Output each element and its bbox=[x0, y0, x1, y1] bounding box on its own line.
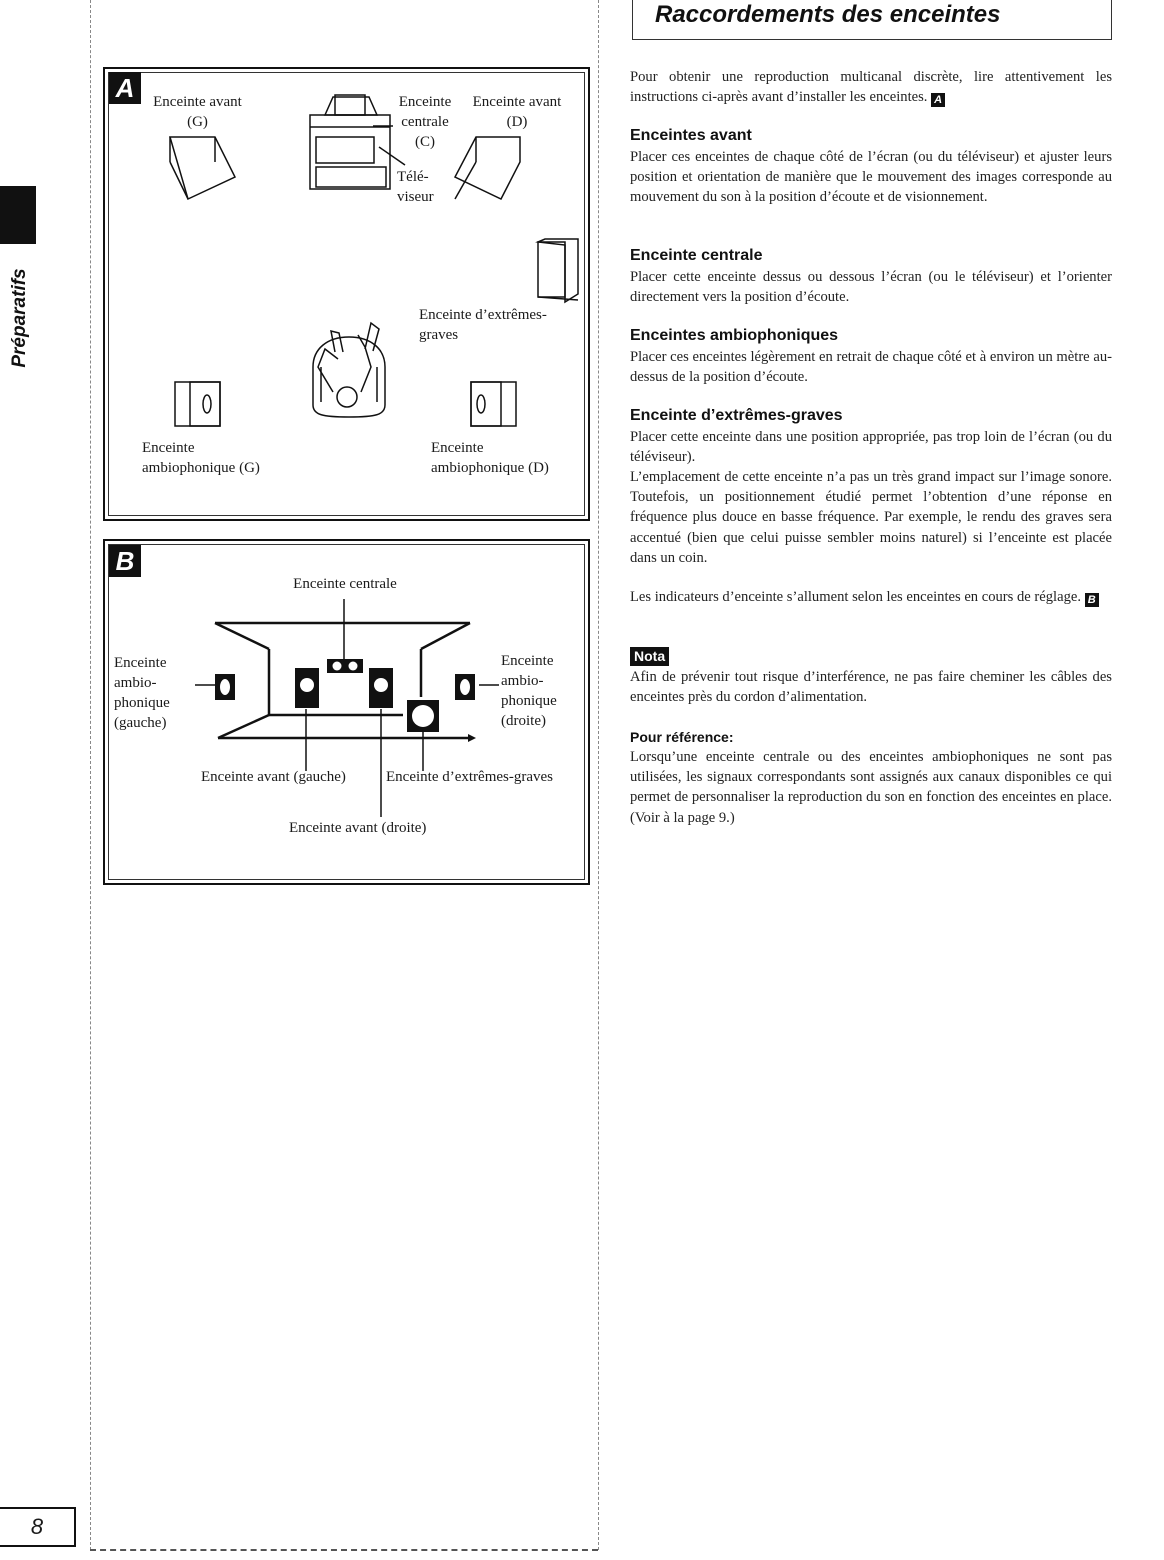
fig-a-front-right-line2: (D) bbox=[506, 114, 528, 130]
fig-b-front-right-label: Enceinte avant (droite) bbox=[289, 820, 427, 836]
left-column-rule bbox=[90, 0, 91, 1550]
fig-b-surround-left-line1: Enceinte bbox=[114, 655, 167, 671]
fig-a-tv-line2: viseur bbox=[397, 189, 434, 205]
nota-badge: Nota bbox=[630, 647, 669, 666]
subwoofer-text: Placer cette enceinte dans une position appropriée, pas trop loin de l’écran (ou du téléviseur). bbox=[630, 429, 1112, 466]
intro-paragraph bbox=[630, 67, 1112, 107]
reference-text: Lorsqu’une enceinte centrale ou des enceintes ambiophoniques ne sont pas utilisées, les signaux correspondants sont assignés aux canaux disponibles ce qui permet de personnaliser la reproduction du son en fonction des enceintes en place. (Voir à la page 9.) bbox=[630, 749, 1112, 826]
fig-b-surround-left-line2: ambio- bbox=[114, 675, 157, 691]
subwoofer-speaker-icon bbox=[407, 700, 439, 732]
surround-speakers-text: Placer ces enceintes légèrement en retrait de chaque côté et à environ un mètre au-dessus de la position d’écoute. bbox=[630, 349, 1112, 386]
intro-text: Pour obtenir une reproduction multicanal discrète, lire attentivement les instructions ci-après avant d’installer les enceintes. bbox=[630, 69, 1112, 106]
fig-a-tv-label bbox=[397, 167, 434, 207]
fig-a-center-line2: centrale bbox=[401, 114, 449, 130]
fig-a-front-right-line1: Enceinte avant bbox=[472, 94, 562, 110]
center-speaker-text: Placer cette enceinte dessus ou dessous l’écran (ou le téléviseur) et l’orienter directement vers la position d’écoute. bbox=[630, 269, 1112, 306]
fig-b-surround-left-label bbox=[114, 653, 170, 733]
front-left-speaker bbox=[170, 137, 235, 199]
fig-b-subwoofer-label: Enceinte d’extrêmes-graves bbox=[386, 769, 553, 785]
fig-a-surround-left-line2: ambiophonique (G) bbox=[142, 460, 260, 476]
tv-center-speaker bbox=[310, 95, 405, 189]
front-right-speaker bbox=[455, 137, 520, 199]
figure-b-reference: B bbox=[1085, 593, 1099, 607]
fig-b-front-left-label: Enceinte avant (gauche) bbox=[201, 769, 346, 785]
fig-b-surround-right-line2: ambio- bbox=[501, 673, 544, 689]
fig-b-surround-left-line3: phonique bbox=[114, 695, 170, 711]
fig-a-front-left-label bbox=[145, 92, 250, 132]
section-tab-marker bbox=[0, 186, 36, 244]
indicators-paragraph bbox=[630, 587, 1112, 607]
fig-b-surround-right-label bbox=[501, 651, 557, 731]
fig-b-surround-right-line3: phonique bbox=[501, 693, 557, 709]
heading-subwoofer: Enceinte d’extrêmes-graves bbox=[630, 407, 843, 424]
fig-a-front-right-label bbox=[464, 92, 570, 132]
fig-a-surround-right-line2: ambiophonique (D) bbox=[431, 460, 549, 476]
heading-surround-speakers: Enceintes ambiophoniques bbox=[630, 327, 839, 344]
figure-a-label: A bbox=[109, 72, 141, 104]
figure-b-label: B bbox=[109, 545, 141, 577]
center-speaker-icon bbox=[327, 659, 363, 673]
surround-right-speaker bbox=[471, 382, 516, 426]
fig-a-front-left-line2: (G) bbox=[187, 114, 208, 130]
fig-a-surround-right-label bbox=[431, 438, 549, 478]
front-speakers-text: Placer ces enceintes de chaque côté de l’écran (ou du téléviseur) et ajuster leurs position et orientation de manière que le mouvement des images corresponde au mouvement du son à la position d’écoute et de visionnement. bbox=[630, 149, 1112, 206]
reference-heading: Pour référence: bbox=[630, 729, 734, 745]
fig-b-surround-left-line4: (gauche) bbox=[114, 715, 167, 731]
listener-figure bbox=[313, 323, 385, 417]
indicators-text: Les indicateurs d’enceinte s’allument selon les enceintes en cours de réglage. bbox=[630, 589, 1082, 605]
fig-b-surround-right-line1: Enceinte bbox=[501, 653, 554, 669]
heading-front-speakers: Enceintes avant bbox=[630, 127, 752, 144]
fig-a-center-label bbox=[394, 92, 456, 152]
bottom-rule bbox=[90, 1549, 598, 1551]
surround-left-speaker bbox=[175, 382, 220, 426]
subwoofer-speaker bbox=[538, 239, 578, 302]
surround-right-speaker-icon bbox=[455, 674, 475, 700]
fig-a-subwoofer-line1: Enceinte d’extrêmes- bbox=[419, 307, 547, 323]
fig-a-surround-left-label bbox=[142, 438, 260, 478]
subwoofer-text-2: L’emplacement de cette enceinte n’a pas un très grand impact sur l’image sonore. Toutefois, un positionnement étudié permet l’obtention d’une réponse en fréquence plus douce en basse fréquence. Par exemple, le rendu des graves sera accentué (bien que celui puisse sembler moins naturel) si l’enceinte est placée dans un coin. bbox=[630, 469, 1112, 566]
page-number: 8 bbox=[0, 1507, 76, 1547]
front-right-speaker-icon bbox=[369, 668, 393, 708]
fig-a-center-line1: Enceinte bbox=[398, 94, 452, 110]
fig-a-center-line3: (C) bbox=[415, 134, 435, 150]
fig-b-center-label: Enceinte centrale bbox=[293, 576, 397, 592]
fig-a-front-left-line1: Enceinte avant bbox=[153, 94, 242, 110]
surround-left-speaker-icon bbox=[215, 674, 235, 700]
fig-a-tv-line1: Télé- bbox=[397, 169, 429, 185]
heading-center-speaker: Enceinte centrale bbox=[630, 247, 763, 264]
fig-a-surround-right-line1: Enceinte bbox=[431, 440, 484, 456]
fig-b-surround-right-line4: (droite) bbox=[501, 713, 546, 729]
figure-a-reference: A bbox=[931, 93, 945, 107]
fig-a-subwoofer-line2: graves bbox=[419, 327, 459, 343]
front-left-speaker-icon bbox=[295, 668, 319, 708]
fig-a-subwoofer-label bbox=[419, 305, 547, 345]
nota-text: Afin de prévenir tout risque d’interférence, ne pas faire cheminer les câbles des enceintes près du cordon d’alimentation. bbox=[630, 669, 1112, 706]
page-title: Raccordements des enceintes bbox=[655, 1, 1001, 28]
fig-a-surround-left-line1: Enceinte bbox=[142, 440, 195, 456]
center-column-rule bbox=[598, 0, 599, 1550]
side-tab-label: Préparatifs bbox=[9, 268, 30, 368]
